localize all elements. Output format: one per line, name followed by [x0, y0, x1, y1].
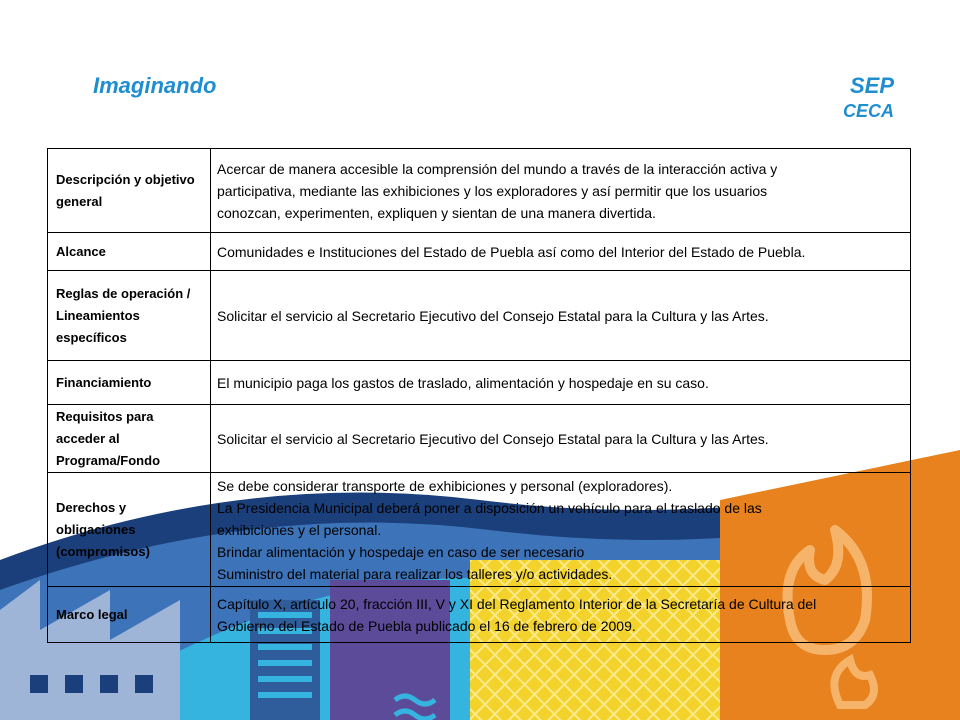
- value-line: Solicitar el servicio al Secretario Ejecutivo del Consejo Estatal para la Cultura y las Artes.: [217, 430, 769, 447]
- value-line: conozcan, experimenten, expliquen y sientan de una manera divertida.: [217, 204, 656, 221]
- row-label: Reglas de operación / Lineamientos específicos: [48, 271, 211, 361]
- value-line: La Presidencia Municipal deberá poner a disposición un vehículo para el traslado de las: [217, 499, 762, 516]
- value-line: Suministro del material para realizar los talleres y/o actividades.: [217, 565, 613, 582]
- org-name-ceca: CECA: [842, 101, 894, 121]
- table-row: [48, 361, 911, 405]
- row-value: [211, 361, 911, 405]
- row-value: [211, 233, 911, 271]
- value-line: Capítulo X, artículo 20, fracción III, V y XI del Reglamento Interior de la Secretaría de Cultura del: [217, 595, 817, 612]
- value-line: Acercar de manera accesible la comprensión del mundo a través de la interacción activa y: [217, 160, 778, 177]
- value-line: participativa, mediante las exhibiciones y los exploradores y así permitir que los usuarios: [217, 182, 768, 199]
- table-row: [48, 473, 911, 587]
- value-line: Se debe considerar transporte de exhibiciones y personal (exploradores).: [217, 477, 673, 494]
- row-label: Derechos y obligaciones (compromisos): [48, 473, 211, 587]
- org-name-sep: SEP: [849, 73, 894, 98]
- slide-title: Imaginando: [93, 73, 217, 98]
- row-value: [211, 149, 911, 233]
- row-label: Financiamiento: [48, 361, 211, 405]
- organization-heading: [843, 73, 894, 123]
- value-line: Brindar alimentación y hospedaje en caso de ser necesario: [217, 543, 585, 560]
- table-row: [48, 405, 911, 473]
- value-line: Gobierno del Estado de Puebla publicado el 16 de febrero de 2009.: [217, 617, 636, 634]
- table-row: [48, 587, 911, 643]
- table-row: [48, 271, 911, 361]
- row-label: Alcance: [48, 233, 211, 271]
- value-line: exhibiciones y el personal.: [217, 521, 382, 538]
- row-label: Requisitos para acceder al Programa/Fondo: [48, 405, 211, 473]
- program-info-table: [47, 148, 911, 643]
- table-row: [48, 233, 911, 271]
- row-value: [211, 587, 911, 643]
- row-value: [211, 271, 911, 361]
- table-row: [48, 149, 911, 233]
- value-line: Comunidades e Instituciones del Estado de Puebla así como del Interior del Estado de Puebla.: [217, 243, 806, 260]
- row-value: [211, 405, 911, 473]
- row-label: Descripción y objetivo general: [48, 149, 211, 233]
- value-line: El municipio paga los gastos de traslado, alimentación y hospedaje en su caso.: [217, 374, 709, 391]
- row-label: Marco legal: [48, 587, 211, 643]
- value-line: Solicitar el servicio al Secretario Ejecutivo del Consejo Estatal para la Cultura y las Artes.: [217, 307, 769, 324]
- row-value: [211, 473, 911, 587]
